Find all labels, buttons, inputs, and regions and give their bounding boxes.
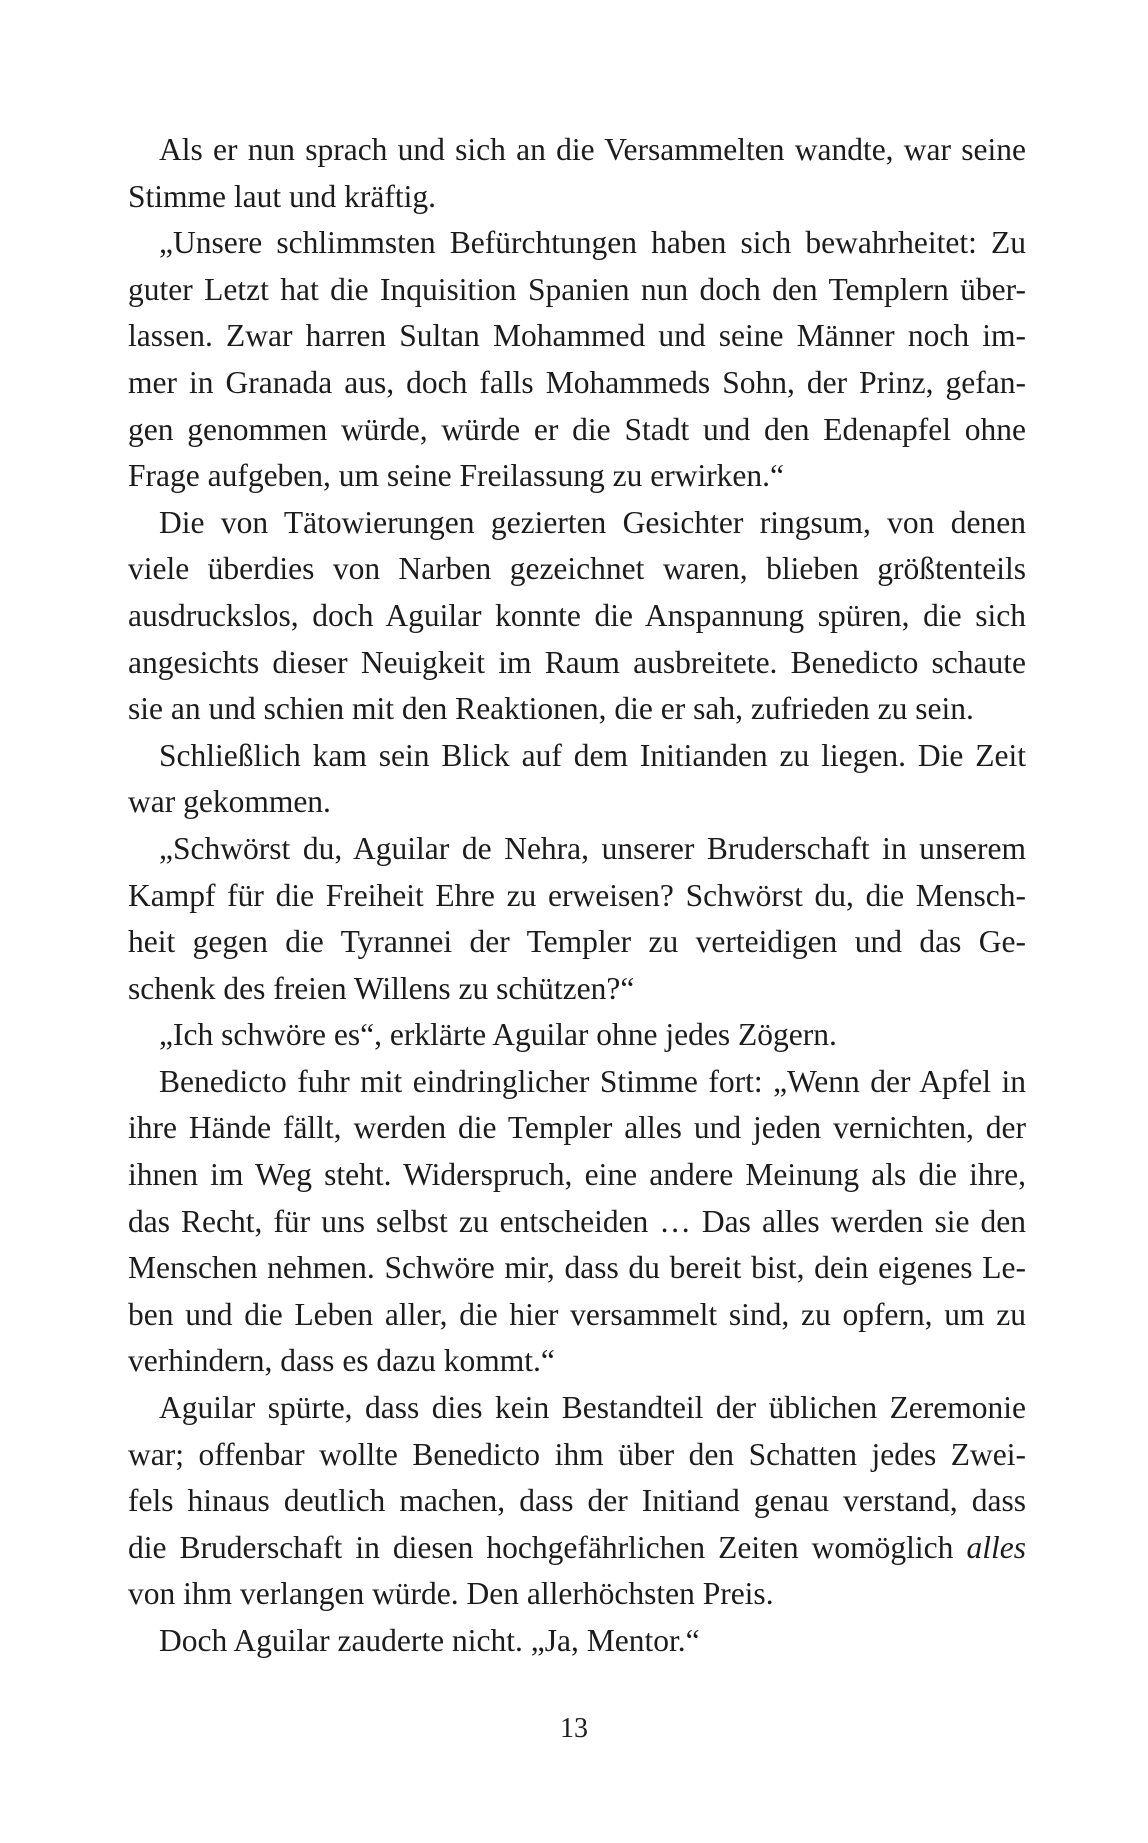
text-line: verhindern, dass es dazu kommt.“ — [128, 1343, 555, 1379]
text-line: heit gegen die Tyrannei der Templer zu verteidigen und das Ge- — [128, 924, 1026, 960]
text-line: Doch Aguilar zauderte nicht. „Ja, Mentor.“ — [159, 1623, 700, 1658]
text-line: angesichts dieser Neuigkeit im Raum ausbreitete. Benedicto schaute — [128, 644, 1026, 680]
text-line: mer in Granada aus, doch falls Mohammeds Sohn, der Prinz, gefan- — [128, 364, 1026, 400]
text-line: war gekommen. — [128, 784, 331, 820]
text-line: „Unsere schlimmsten Befürchtungen haben sich bewahrheitet: Zu — [159, 225, 1026, 261]
text-line — [128, 1525, 1026, 1572]
text-line: ihnen im Weg steht. Widerspruch, eine andere Meinung als die ihre, — [128, 1157, 1026, 1193]
text-line: Schließlich kam sein Blick auf dem Initianden zu liegen. Die Zeit — [159, 737, 1026, 773]
text-line: das Recht, für uns selbst zu entscheiden … Das alles werden sie den — [128, 1203, 1026, 1239]
text-line: Benedicto fuhr mit eindringlicher Stimme fort: „Wenn der Apfel in — [159, 1063, 1026, 1099]
text-line: fels hinaus deutlich machen, dass der Initiand genau verstand, dass — [128, 1483, 1026, 1519]
text-line: gen genommen würde, würde er die Stadt und den Edenapfel ohne — [128, 411, 1026, 447]
text-line: „Ich schwöre es“, erklärte Aguilar ohne jedes Zögern. — [159, 1017, 837, 1053]
page-number: 13 — [560, 1713, 588, 1744]
text-line: Stimme laut und kräftig. — [128, 178, 436, 214]
text-line: ihre Hände fällt, werden die Templer alles und jeden vernichten, der — [128, 1110, 1026, 1146]
text-line: ben und die Leben aller, die hier versammelt sind, zu opfern, um zu — [128, 1296, 1026, 1332]
text-line: „Schwörst du, Aguilar de Nehra, unserer Bruderschaft in unserem — [159, 830, 1026, 866]
text-line: Kampf für die Freiheit Ehre zu erweisen? Schwörst du, die Mensch- — [128, 877, 1026, 913]
text-line: Frage aufgeben, um seine Freilassung zu erwirken.“ — [128, 458, 785, 494]
text-line: Aguilar spürte, dass dies kein Bestandteil der üblichen Zeremonie — [159, 1390, 1026, 1426]
text-line: sie an und schien mit den Reaktionen, die er sah, zufrieden zu sein. — [128, 691, 974, 727]
text-line: Menschen nehmen. Schwöre mir, dass du bereit bist, dein eigenes Le- — [128, 1250, 1026, 1286]
text-line: guter Letzt hat die Inquisition Spanien nun doch den Templern über- — [128, 271, 1026, 307]
body-text — [128, 127, 1026, 1665]
text-line: Die von Tätowierungen gezierten Gesichter ringsum, von denen — [159, 504, 1026, 540]
text-line-part: die Bruderschaft in diesen hochgefährlichen Zeiten womöglich — [128, 1529, 954, 1565]
text-line: Als er nun sprach und sich an die Versammelten wandte, war seine — [159, 132, 1026, 167]
text-line: ausdruckslos, doch Aguilar konnte die Anspannung spüren, die sich — [128, 597, 1026, 633]
emphasis-text: alles — [966, 1529, 1026, 1565]
text-line: von ihm verlangen würde. Den allerhöchsten Preis. — [128, 1576, 774, 1612]
text-line: lassen. Zwar harren Sultan Mohammed und seine Männer noch im- — [128, 318, 1026, 354]
text-line: war; offenbar wollte Benedicto ihm über den Schatten jedes Zwei- — [128, 1436, 1026, 1472]
text-line: viele überdies von Narben gezeichnet waren, blieben größtenteils — [128, 551, 1026, 587]
text-line: schenk des freien Willens zu schützen?“ — [128, 970, 635, 1006]
